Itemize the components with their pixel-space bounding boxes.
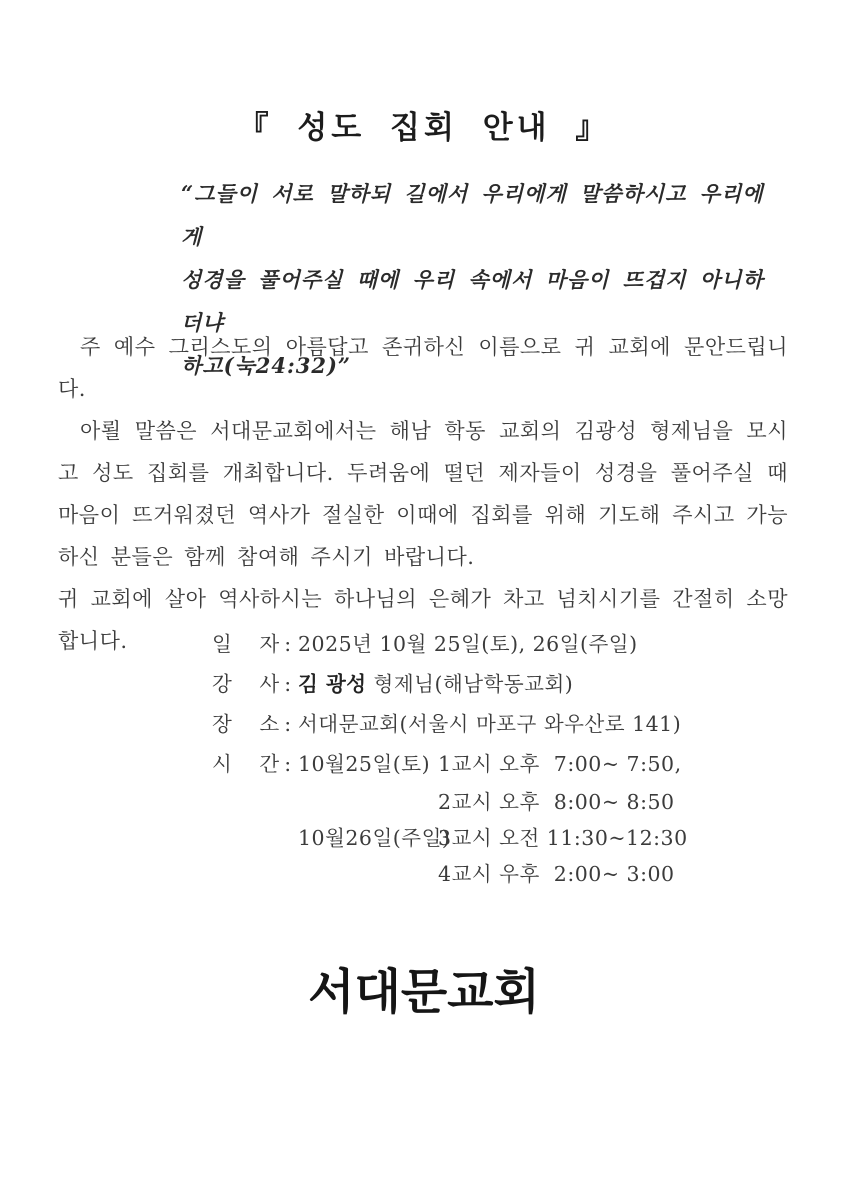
detail-row-date bbox=[212, 624, 688, 664]
speaker-label: 강 사 bbox=[212, 672, 280, 696]
place-value: 서대문교회(서울시 마포구 와우산로 141) bbox=[298, 712, 682, 736]
colon-separator: : bbox=[284, 632, 292, 656]
time-label: 시 간 bbox=[212, 752, 280, 776]
schedule-day: 10월25일(토) bbox=[298, 752, 431, 776]
schedule-session: 4교시 우후 2:00~ 3:00 bbox=[438, 862, 675, 886]
event-details bbox=[212, 624, 688, 892]
page-title: 『 성도 집회 안내 』 bbox=[237, 110, 611, 146]
place-label: 장 소 bbox=[212, 712, 280, 736]
body-paragraph-greeting: 주 예수 그리스도의 아름답고 존귀하신 이름으로 귀 교회에 문안드립니다. bbox=[58, 335, 788, 401]
detail-row-place bbox=[212, 704, 688, 744]
colon-separator: : bbox=[284, 752, 292, 776]
quote-line-3: 하고(눅24:32)” bbox=[181, 353, 352, 378]
speaker-name: 김 광성 bbox=[298, 672, 367, 696]
body-paragraph-announcement: 아뢸 말씀은 서대문교회에서는 해남 학동 교회의 김광성 형제님을 모시고 성도 집회를 개최합니다. 두려움에 떨던 제자들이 성경을 풀어주실 때 마음이 뜨거워졌던 역사가 절실한 이때에 집회를 위해 기도해 주시고 가능하신 분들은 함께 참여해 주시기 바랍니다. bbox=[58, 419, 788, 569]
schedule-session: 3교시 오전 11:30~12:30 bbox=[438, 826, 688, 850]
detail-row-time bbox=[212, 744, 688, 784]
schedule-row bbox=[212, 856, 688, 892]
date-value: 2025년 10월 25일(토), 26일(주일) bbox=[298, 632, 638, 656]
schedule-row bbox=[212, 784, 688, 820]
quote-line-2: 성경을 풀어주실 때에 우리 속에서 마음이 뜨겁지 아니하더냐 bbox=[181, 267, 764, 335]
schedule-day: 10월26일(주일) bbox=[298, 826, 451, 850]
speaker-affiliation: 형제님(해남학동교회) bbox=[373, 672, 574, 696]
body-paragraph-blessing: 귀 교회에 살아 역사하시는 하나님의 은혜가 차고 넘치시기를 간절히 소망합니다. bbox=[58, 587, 788, 653]
schedule-session: 2교시 오후 8:00~ 8:50 bbox=[438, 790, 675, 814]
colon-separator: : bbox=[284, 712, 292, 736]
schedule-row bbox=[212, 820, 688, 856]
letter-body bbox=[58, 326, 788, 662]
detail-row-speaker bbox=[212, 664, 688, 704]
speaker-value bbox=[298, 672, 573, 696]
colon-separator: : bbox=[284, 672, 292, 696]
church-name: 서대문교회 bbox=[308, 964, 540, 1020]
quote-line-1: “그들이 서로 말하되 길에서 우리에게 말씀하시고 우리에게 bbox=[181, 181, 764, 249]
date-label: 일 자 bbox=[212, 632, 280, 656]
schedule-session: 1교시 오후 7:00~ 7:50, bbox=[438, 752, 682, 776]
